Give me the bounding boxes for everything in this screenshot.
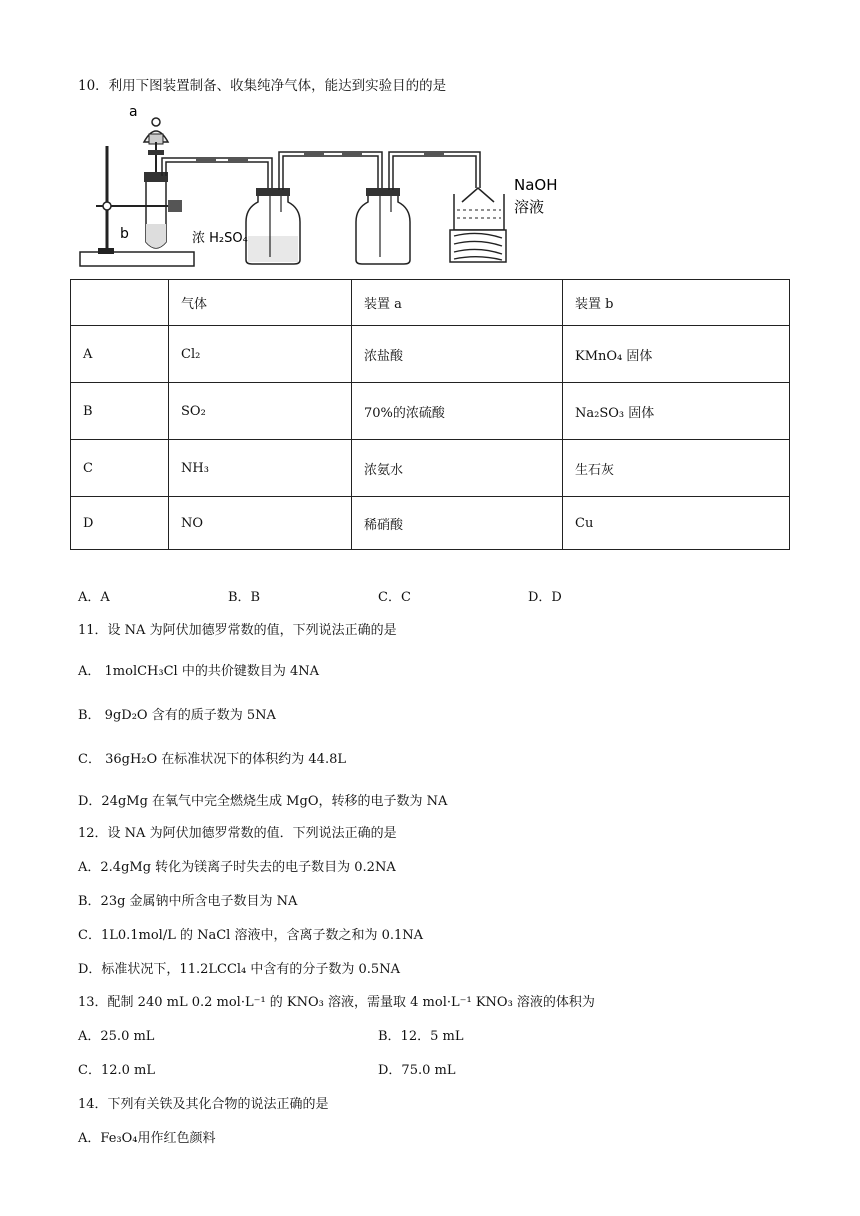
q13-option-d[interactable]: D．75.0 mL — [378, 1063, 456, 1078]
table-header-row — [71, 280, 790, 326]
table-header-cell: 气体 — [169, 280, 352, 326]
apparatus-figure — [76, 102, 566, 274]
q14-option-a[interactable]: A．Fe₃O₄用作红色颜料 — [78, 1131, 216, 1146]
row-label: A — [71, 326, 169, 383]
label-b: b — [120, 226, 129, 242]
label-conc-h2so4: 浓 H₂SO₄ — [192, 231, 248, 246]
device-a-cell: 浓氨水 — [352, 440, 563, 497]
gas-cell: SO₂ — [169, 383, 352, 440]
table-row — [71, 383, 790, 440]
q13-option-a[interactable]: A．25.0 mL — [78, 1029, 155, 1044]
device-b-cell: KMnO₄ 固体 — [563, 326, 790, 383]
gas-cell: NO — [169, 497, 352, 550]
q11-option-c[interactable]: C． 36gH₂O 在标准状况下的体积约为 44.8L — [78, 752, 346, 767]
label-naoh: NaOH — [514, 176, 558, 194]
q14-stem: 14．下列有关铁及其化合物的说法正确的是 — [78, 1097, 329, 1112]
q10-option-c[interactable]: C．C — [378, 590, 411, 605]
device-a-cell: 70%的浓硫酸 — [352, 383, 563, 440]
table-header-cell: 装置 b — [563, 280, 790, 326]
device-b-cell: Cu — [563, 497, 790, 550]
table-header-cell — [71, 280, 169, 326]
options-table — [70, 279, 790, 550]
q10-option-d[interactable]: D．D — [528, 590, 562, 605]
q13-option-c[interactable]: C．12.0 mL — [78, 1063, 155, 1078]
q12-option-b[interactable]: B．23g 金属钠中所含电子数目为 NA — [78, 894, 298, 909]
gas-cell: Cl₂ — [169, 326, 352, 383]
q13-stem: 13．配制 240 mL 0.2 mol·L⁻¹ 的 KNO₃ 溶液，需量取 4 mol·L⁻¹ KNO₃ 溶液的体积为 — [78, 995, 595, 1010]
table-row — [71, 497, 790, 550]
row-label: D — [71, 497, 169, 550]
q10-option-a[interactable]: A．A — [78, 590, 110, 605]
label-solution: 溶液 — [514, 198, 545, 216]
gas-cell: NH₃ — [169, 440, 352, 497]
q11-option-d[interactable]: D．24gMg 在氧气中完全燃烧生成 MgO，转移的电子数为 NA — [78, 794, 448, 809]
q12-option-a[interactable]: A．2.4gMg 转化为镁离子时失去的电子数目为 0.2NA — [78, 860, 396, 875]
q11-stem: 11．设 NA 为阿伏加德罗常数的值，下列说法正确的是 — [78, 623, 397, 638]
table-row — [71, 440, 790, 497]
device-b-cell: Na₂SO₃ 固体 — [563, 383, 790, 440]
q12-option-d[interactable]: D．标准状况下，11.2LCCl₄ 中含有的分子数为 0.5NA — [78, 962, 400, 977]
label-a: a — [129, 104, 138, 120]
device-a-cell: 稀硝酸 — [352, 497, 563, 550]
q10-option-b[interactable]: B．B — [228, 590, 261, 605]
row-label: B — [71, 383, 169, 440]
table-header-cell: 装置 a — [352, 280, 563, 326]
q12-option-c[interactable]: C．1L0.1mol/L 的 NaCl 溶液中，含离子数之和为 0.1NA — [78, 928, 424, 943]
q11-option-b[interactable]: B． 9gD₂O 含有的质子数为 5NA — [78, 708, 276, 723]
q11-option-a[interactable]: A． 1molCH₃Cl 中的共价键数目为 4NA — [78, 664, 320, 679]
q13-option-b[interactable]: B．12．5 mL — [378, 1029, 464, 1044]
table-row — [71, 326, 790, 383]
device-a-cell: 浓盐酸 — [352, 326, 563, 383]
q12-stem: 12．设 NA 为阿伏加德罗常数的值．下列说法正确的是 — [78, 826, 397, 841]
q10-stem: 10．利用下图装置制备、收集纯净气体，能达到实验目的的是 — [78, 78, 447, 94]
device-b-cell: 生石灰 — [563, 440, 790, 497]
row-label: C — [71, 440, 169, 497]
